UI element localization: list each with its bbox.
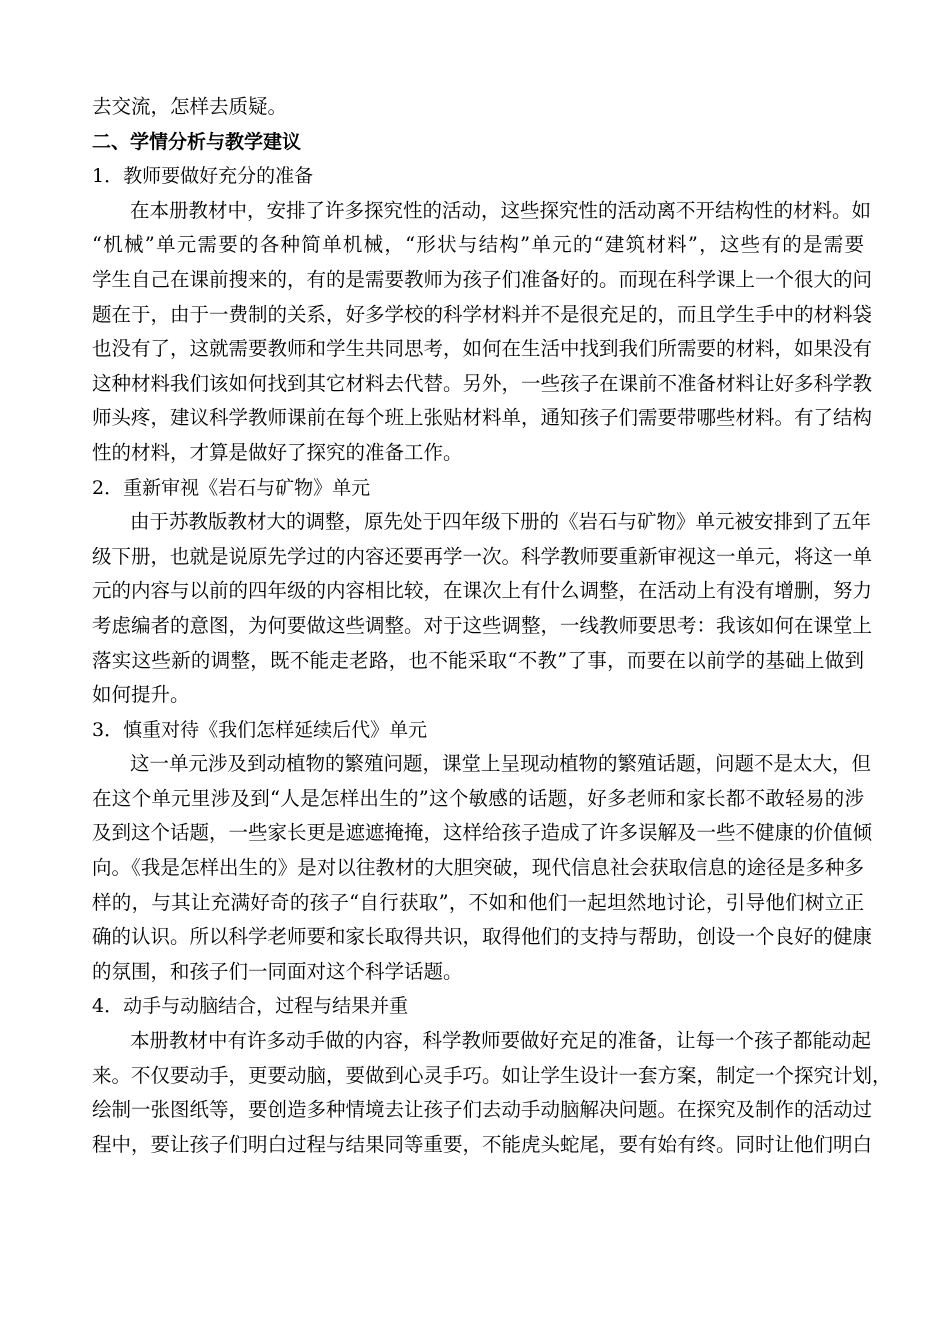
paragraph-line: 样的，与其让充满好奇的孩子“自行获取”，不如和他们一起坦然地讨论，引导他们树立正	[92, 890, 864, 914]
paragraph-line: 的氛围，和孩子们一同面对这个科学话题。	[92, 959, 463, 983]
paragraph-line: 在本册教材中，安排了许多探究性的活动，这些探究性的活动离不开结构性的材料。如	[130, 198, 872, 222]
paragraph-line: 确的认识。所以科学老师要和家长取得共识，取得他们的支持与帮助，创设一个良好的健康	[92, 925, 873, 949]
paragraph-line: 考虑编者的意图，为何要做这些调整。对于这些调整，一线教师要思考：我该如何在课堂上	[92, 613, 873, 637]
paragraph-line: 这种材料我们该如何找到其它材料去代替。另外，一些孩子在课前不准备材料让好多科学教	[92, 371, 873, 395]
paragraph-line: 本册教材中有许多动手做的内容，科学教师要做好充足的准备，让每一个孩子都能动起	[130, 1029, 872, 1053]
intro-tail-text: 去交流，怎样去质疑。	[92, 95, 288, 118]
paragraph-line: “机械”单元需要的各种简单机械，“形状与结构”单元的“建筑材料”，这些有的是需要	[92, 233, 864, 257]
item-body-2	[92, 505, 873, 713]
item-body-1	[92, 194, 873, 471]
paragraph-line: 学生自己在课前搜来的，有的是需要教师为孩子们准备好的。而现在科学课上一个很大的问	[92, 267, 873, 291]
item-heading-3: 3．慎重对待《我们怎样延续后代》单元	[92, 718, 428, 741]
paragraph-line: 师头疼，建议科学教师课前在每个班上张贴材料单，通知孩子们需要带哪些材料。有了结构	[92, 406, 873, 430]
paragraph-line: 如何提升。	[92, 683, 190, 707]
document-page	[92, 90, 892, 1162]
paragraph-line: 也没有了，这就需要教师和学生共同思考，如何在生活中找到我们所需要的材料，如果没有	[92, 337, 873, 361]
paragraph-line: 来。不仅要动手，更要动脑，要做到心灵手巧。如让学生设计一套方案，制定一个探究计划，	[92, 1063, 892, 1087]
item-body-4	[92, 1024, 892, 1162]
paragraph-line: 在这个单元里涉及到“人是怎样出生的”这个敏感的话题，好多老师和家长都不敢轻易的涉	[92, 786, 864, 810]
paragraph-line: 性的材料，才算是做好了探究的准备工作。	[92, 440, 463, 464]
paragraph-line: 程中，要让孩子们明白过程与结果同等重要，不能虎头蛇尾，要有始有终。同时让他们明白	[92, 1132, 873, 1156]
item-heading-2: 2．重新审视《岩石与矿物》单元	[92, 476, 371, 499]
paragraph-line: 向。《我是怎样出生的》是对以往教材的大胆突破，现代信息社会获取信息的途径是多种多	[92, 856, 864, 880]
paragraph-line: 落实这些新的调整，既不能走老路，也不能采取“不教”了事，而要在以前学的基础上做到	[92, 648, 864, 672]
item-heading-4: 4．动手与动脑结合，过程与结果并重	[92, 995, 409, 1018]
item-heading-1: 1．教师要做好充分的准备	[92, 165, 314, 188]
paragraph-line: 及到这个话题，一些家长更是遮遮掩掩，这样给孩子造成了许多误解及一些不健康的价值倾	[92, 821, 873, 845]
item-body-3	[92, 747, 873, 989]
paragraph-line: 由于苏教版教材大的调整，原先处于四年级下册的《岩石与矿物》单元被安排到了五年	[130, 510, 872, 534]
paragraph-line: 这一单元涉及到动植物的繁殖问题，课堂上呈现动植物的繁殖话题，问题不是太大，但	[130, 752, 872, 776]
paragraph-line: 题在于，由于一费制的关系，好多学校的科学材料并不是很充足的，而且学生手中的材料袋	[92, 302, 873, 326]
paragraph-line: 元的内容与以前的四年级的内容相比较，在课次上有什么调整，在活动上有没有增删，努力	[92, 579, 873, 603]
paragraph-line: 级下册，也就是说原先学过的内容还要再学一次。科学教师要重新审视这一单元，将这一单	[92, 544, 873, 568]
paragraph-line: 绘制一张图纸等，要创造多种情境去让孩子们去动手动脑解决问题。在探究及制作的活动过	[92, 1098, 873, 1122]
section-title: 二、学情分析与教学建议	[92, 130, 302, 153]
